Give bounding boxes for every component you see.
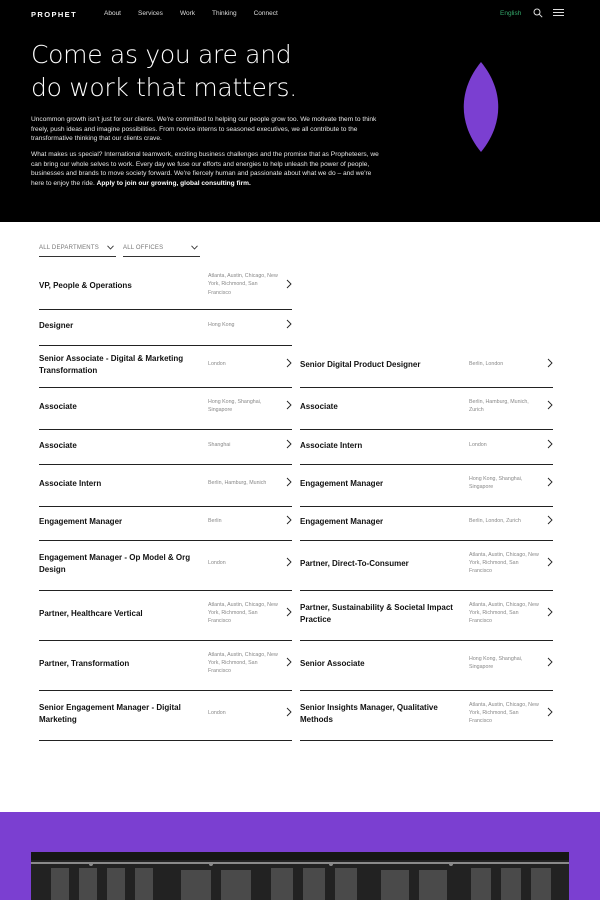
nav-services[interactable]: Services [138, 10, 163, 17]
job-row[interactable] [39, 388, 292, 430]
job-location: Hong Kong, Shanghai, Singapore [469, 475, 523, 490]
nav-about[interactable]: About [104, 10, 121, 17]
chevron-right-icon[interactable] [286, 515, 292, 525]
chevron-right-icon[interactable] [547, 358, 553, 368]
job-location: Berlin, London, Zurich [469, 518, 521, 524]
purple-band [0, 812, 600, 900]
hero-cta-text: Apply to join our growing, global consulting firm. [96, 179, 251, 187]
hero-section [0, 0, 600, 222]
department-filter-label: ALL DEPARTMENTS [39, 245, 99, 251]
job-location: Hong Kong, Shanghai, Singapore [208, 398, 262, 413]
headline-line-2: do work that matters. [31, 73, 297, 102]
chevron-down-icon [191, 245, 198, 250]
job-location: Atlanta, Austin, Chicago, New York, Richmond, San Francisco [469, 601, 539, 625]
job-title[interactable]: Engagement Manager [300, 517, 384, 526]
chevron-right-icon[interactable] [286, 319, 292, 329]
job-location: Berlin [208, 518, 222, 524]
page-headline [31, 38, 301, 104]
job-title[interactable]: Senior Associate [300, 659, 365, 668]
job-row[interactable] [39, 641, 292, 691]
menu-icon[interactable] [553, 9, 564, 17]
chevron-right-icon[interactable] [286, 707, 292, 717]
chevron-right-icon[interactable] [286, 400, 292, 410]
job-row[interactable] [300, 388, 553, 430]
job-row[interactable] [39, 346, 292, 388]
job-location: Berlin, London [469, 361, 504, 367]
hero-paragraph-2-text: What makes us special? International teamwork, exciting business challenges and the promise that as Propheteers, we can bring our whole selves to work. Every day we fuse our efforts and energies to help unleash the power of people, businesses and brands to move society forward. We're fiercely human and passionate about what we do – and we're here to enjoy the ride. [31, 151, 379, 187]
job-row[interactable] [300, 541, 553, 591]
job-title[interactable]: VP, People & Operations [39, 280, 132, 290]
job-row[interactable] [300, 507, 553, 541]
job-title[interactable]: Associate [39, 402, 77, 411]
job-title[interactable]: Partner, Healthcare Vertical [39, 609, 143, 618]
nav-thinking[interactable]: Thinking [212, 10, 237, 17]
job-title[interactable]: Associate [300, 402, 338, 411]
job-row[interactable] [39, 691, 292, 741]
job-row[interactable] [300, 346, 553, 388]
job-row[interactable] [39, 430, 292, 465]
job-title[interactable]: Senior Engagement Manager - Digital Marketing [39, 703, 181, 724]
chevron-right-icon[interactable] [286, 657, 292, 667]
job-title[interactable]: Associate [39, 440, 77, 450]
department-filter[interactable] [39, 243, 116, 257]
job-title[interactable]: Associate Intern [300, 440, 363, 450]
job-location: Hong Kong [208, 322, 235, 328]
job-title[interactable]: Designer [39, 321, 74, 330]
job-title[interactable]: Partner, Sustainability & Societal Impact Practice [300, 603, 453, 624]
chevron-right-icon[interactable] [286, 607, 292, 617]
job-location: Shanghai [208, 441, 231, 448]
job-location: Atlanta, Austin, Chicago, New York, Richmond, San Francisco [469, 701, 539, 725]
headline-line-1: Come as you are and [31, 40, 292, 69]
job-row[interactable] [300, 591, 553, 641]
hero-paragraph-2 [31, 150, 383, 188]
language-selector[interactable]: English [500, 10, 522, 17]
job-title[interactable]: Partner, Direct-To-Consumer [300, 559, 409, 568]
job-location: Atlanta, Austin, Chicago, New York, Richmond, San Francisco [208, 651, 278, 675]
chevron-right-icon[interactable] [547, 557, 553, 567]
chevron-right-icon[interactable] [286, 439, 292, 449]
job-location: Atlanta, Austin, Chicago, New York, Richmond, San Francisco [469, 551, 539, 575]
office-filter-label: ALL OFFICES [123, 245, 164, 251]
chevron-right-icon[interactable] [547, 400, 553, 410]
hero-paragraph-1: Uncommon growth isn't just for our clients. We're committed to helping our people grow too. We motivate them to think freely, push ideas and imagine possibilities. From novice interns to seasoned executives, we all contribute to the transformative thinking that our clients crave. [31, 116, 377, 143]
job-row[interactable] [300, 641, 553, 691]
job-location: Berlin, Hamburg, Munich, Zurich [469, 398, 529, 413]
chevron-right-icon[interactable] [286, 477, 292, 487]
job-title[interactable]: Engagement Manager [300, 479, 384, 488]
job-title[interactable]: Engagement Manager [39, 517, 123, 526]
job-row[interactable] [300, 465, 553, 507]
job-row[interactable] [39, 465, 292, 507]
job-location: Hong Kong, Shanghai, Singapore [469, 655, 523, 670]
chevron-right-icon[interactable] [547, 439, 553, 449]
job-title[interactable]: Senior Digital Product Designer [300, 360, 421, 369]
chevron-right-icon[interactable] [286, 358, 292, 368]
job-row[interactable] [39, 591, 292, 641]
job-location: London [208, 361, 226, 367]
job-row[interactable] [39, 310, 292, 346]
search-icon[interactable] [533, 8, 543, 18]
chevron-right-icon[interactable] [286, 279, 292, 289]
office-photo [31, 852, 569, 900]
chevron-right-icon[interactable] [286, 557, 292, 567]
job-title[interactable]: Associate Intern [39, 479, 102, 488]
job-location: Atlanta, Austin, Chicago, New York, Richmond, San Francisco [208, 601, 278, 625]
nav-connect[interactable]: Connect [253, 10, 278, 17]
main-nav [104, 10, 295, 17]
job-title[interactable]: Partner, Transformation [39, 659, 130, 668]
chevron-right-icon[interactable] [547, 515, 553, 525]
job-location: London [469, 441, 487, 448]
chevron-right-icon[interactable] [547, 657, 553, 667]
prophet-logo[interactable]: PROPHET [31, 10, 78, 19]
chevron-right-icon[interactable] [547, 607, 553, 617]
job-location: London [208, 710, 226, 716]
job-row[interactable] [39, 507, 292, 541]
job-location: Berlin, Hamburg, Munich [208, 480, 267, 486]
chevron-down-icon [107, 245, 114, 250]
job-row[interactable] [300, 691, 553, 741]
job-row[interactable] [39, 265, 292, 310]
job-location: Atlanta, Austin, Chicago, New York, Richmond, San Francisco [208, 273, 278, 296]
job-title[interactable]: Engagement Manager - Op Model & Org Design [39, 553, 191, 574]
purple-leaf-shape [462, 62, 500, 152]
job-title[interactable]: Senior Insights Manager, Qualitative Methods [300, 703, 438, 724]
chevron-right-icon[interactable] [547, 707, 553, 717]
job-location: London [208, 560, 226, 566]
office-filter[interactable] [123, 243, 200, 257]
chevron-right-icon[interactable] [547, 477, 553, 487]
job-row[interactable] [39, 541, 292, 591]
job-title[interactable]: Senior Associate - Digital & Marketing Transformation [39, 354, 184, 375]
nav-work[interactable]: Work [179, 10, 195, 17]
job-row[interactable] [300, 430, 553, 465]
